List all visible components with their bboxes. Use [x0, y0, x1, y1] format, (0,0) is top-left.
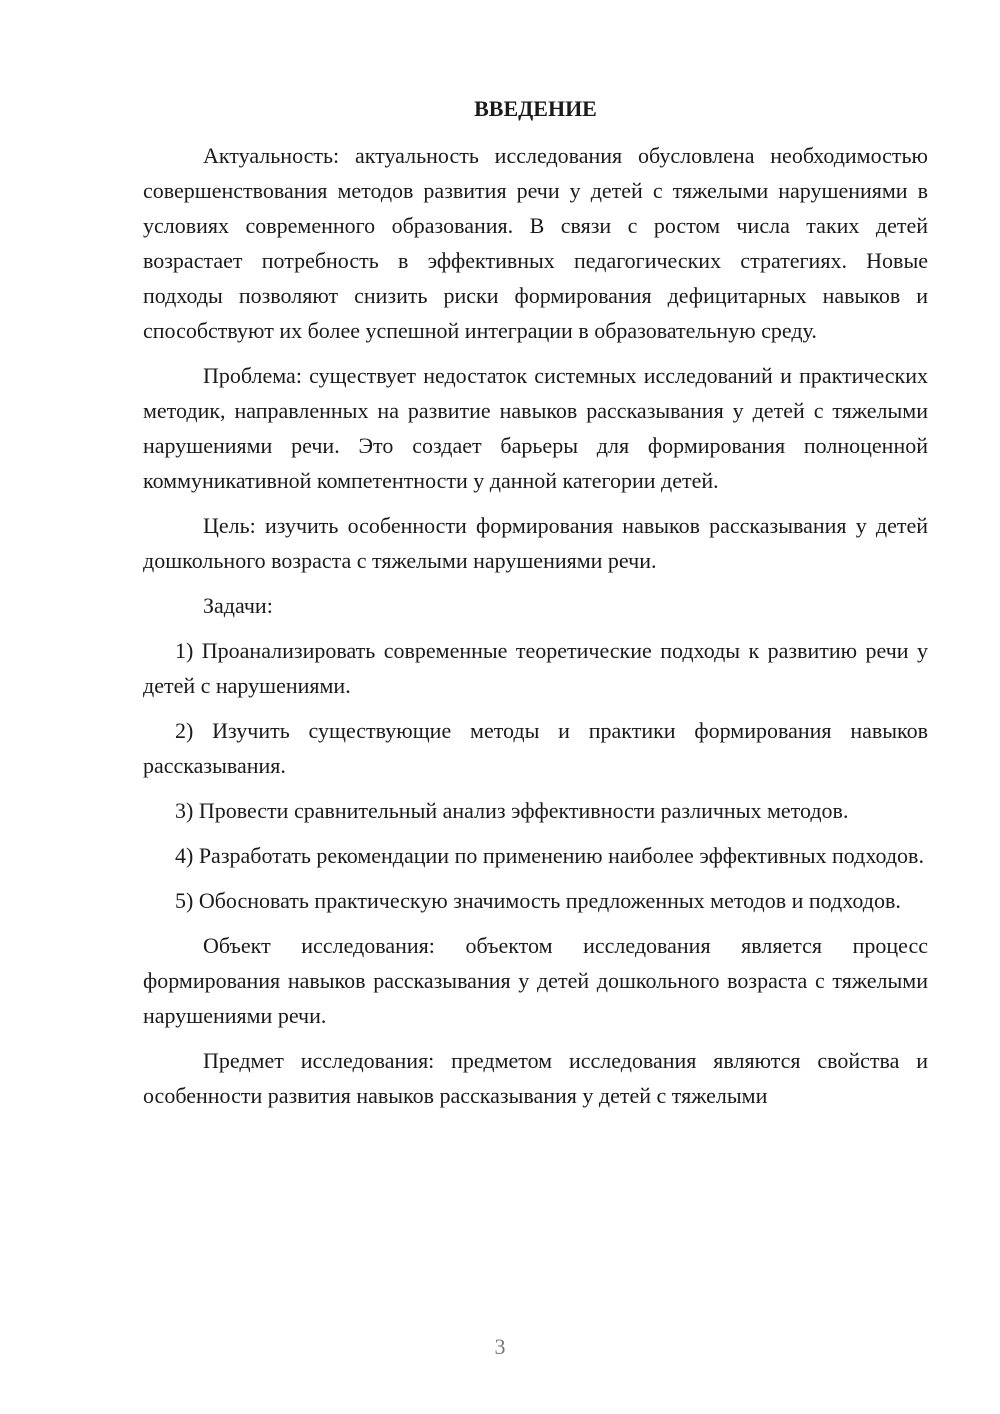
task-item-5: 5) Обосновать практическую значимость предложенных методов и подходов. [175, 888, 901, 913]
paragraph-object: Объект исследования: объектом исследования является процесс формирования навыков рассказывания у детей дошкольного возраста с тяжелыми нарушениями речи. [143, 933, 928, 1028]
task-item-3: 3) Провести сравнительный анализ эффективности различных методов. [175, 798, 849, 823]
tasks-label: Задачи: [203, 593, 273, 618]
paragraph-goal: Цель: изучить особенности формирования навыков рассказывания у детей дошкольного возраста с тяжелыми нарушениями речи. [143, 513, 928, 573]
task-item-4: 4) Разработать рекомендации по применению наиболее эффективных подходов. [175, 843, 924, 868]
page-content [143, 92, 928, 1123]
section-heading: ВВЕДЕНИЕ [474, 96, 597, 121]
task-item-2: 2) Изучить существующие методы и практики формирования навыков рассказывания. [143, 718, 928, 778]
task-item-1: 1) Проанализировать современные теоретические подходы к развитию речи у детей с нарушениями. [143, 638, 928, 698]
paragraph-problem: Проблема: существует недостаток системных исследований и практических методик, направленных на развитие навыков рассказывания у детей с тяжелыми нарушениями речи. Это создает барьеры для формирования полноценной коммуникативной компетентности у данной категории детей. [143, 363, 928, 493]
paragraph-relevance: Актуальность: актуальность исследования обусловлена необходимостью совершенствования методов развития речи у детей с тяжелыми нарушениями в условиях современного образования. В связи с ростом числа таких детей возрастает потребность в эффективных педагогических стратегиях. Новые подходы позволяют снизить риски формирования дефицитарных навыков и способствуют их более успешной интеграции в образовательную среду. [143, 143, 928, 343]
page-number: 3 [494, 1334, 506, 1359]
paragraph-subject: Предмет исследования: предметом исследования являются свойства и особенности развития навыков рассказывания у детей с тяжелыми [143, 1048, 928, 1108]
